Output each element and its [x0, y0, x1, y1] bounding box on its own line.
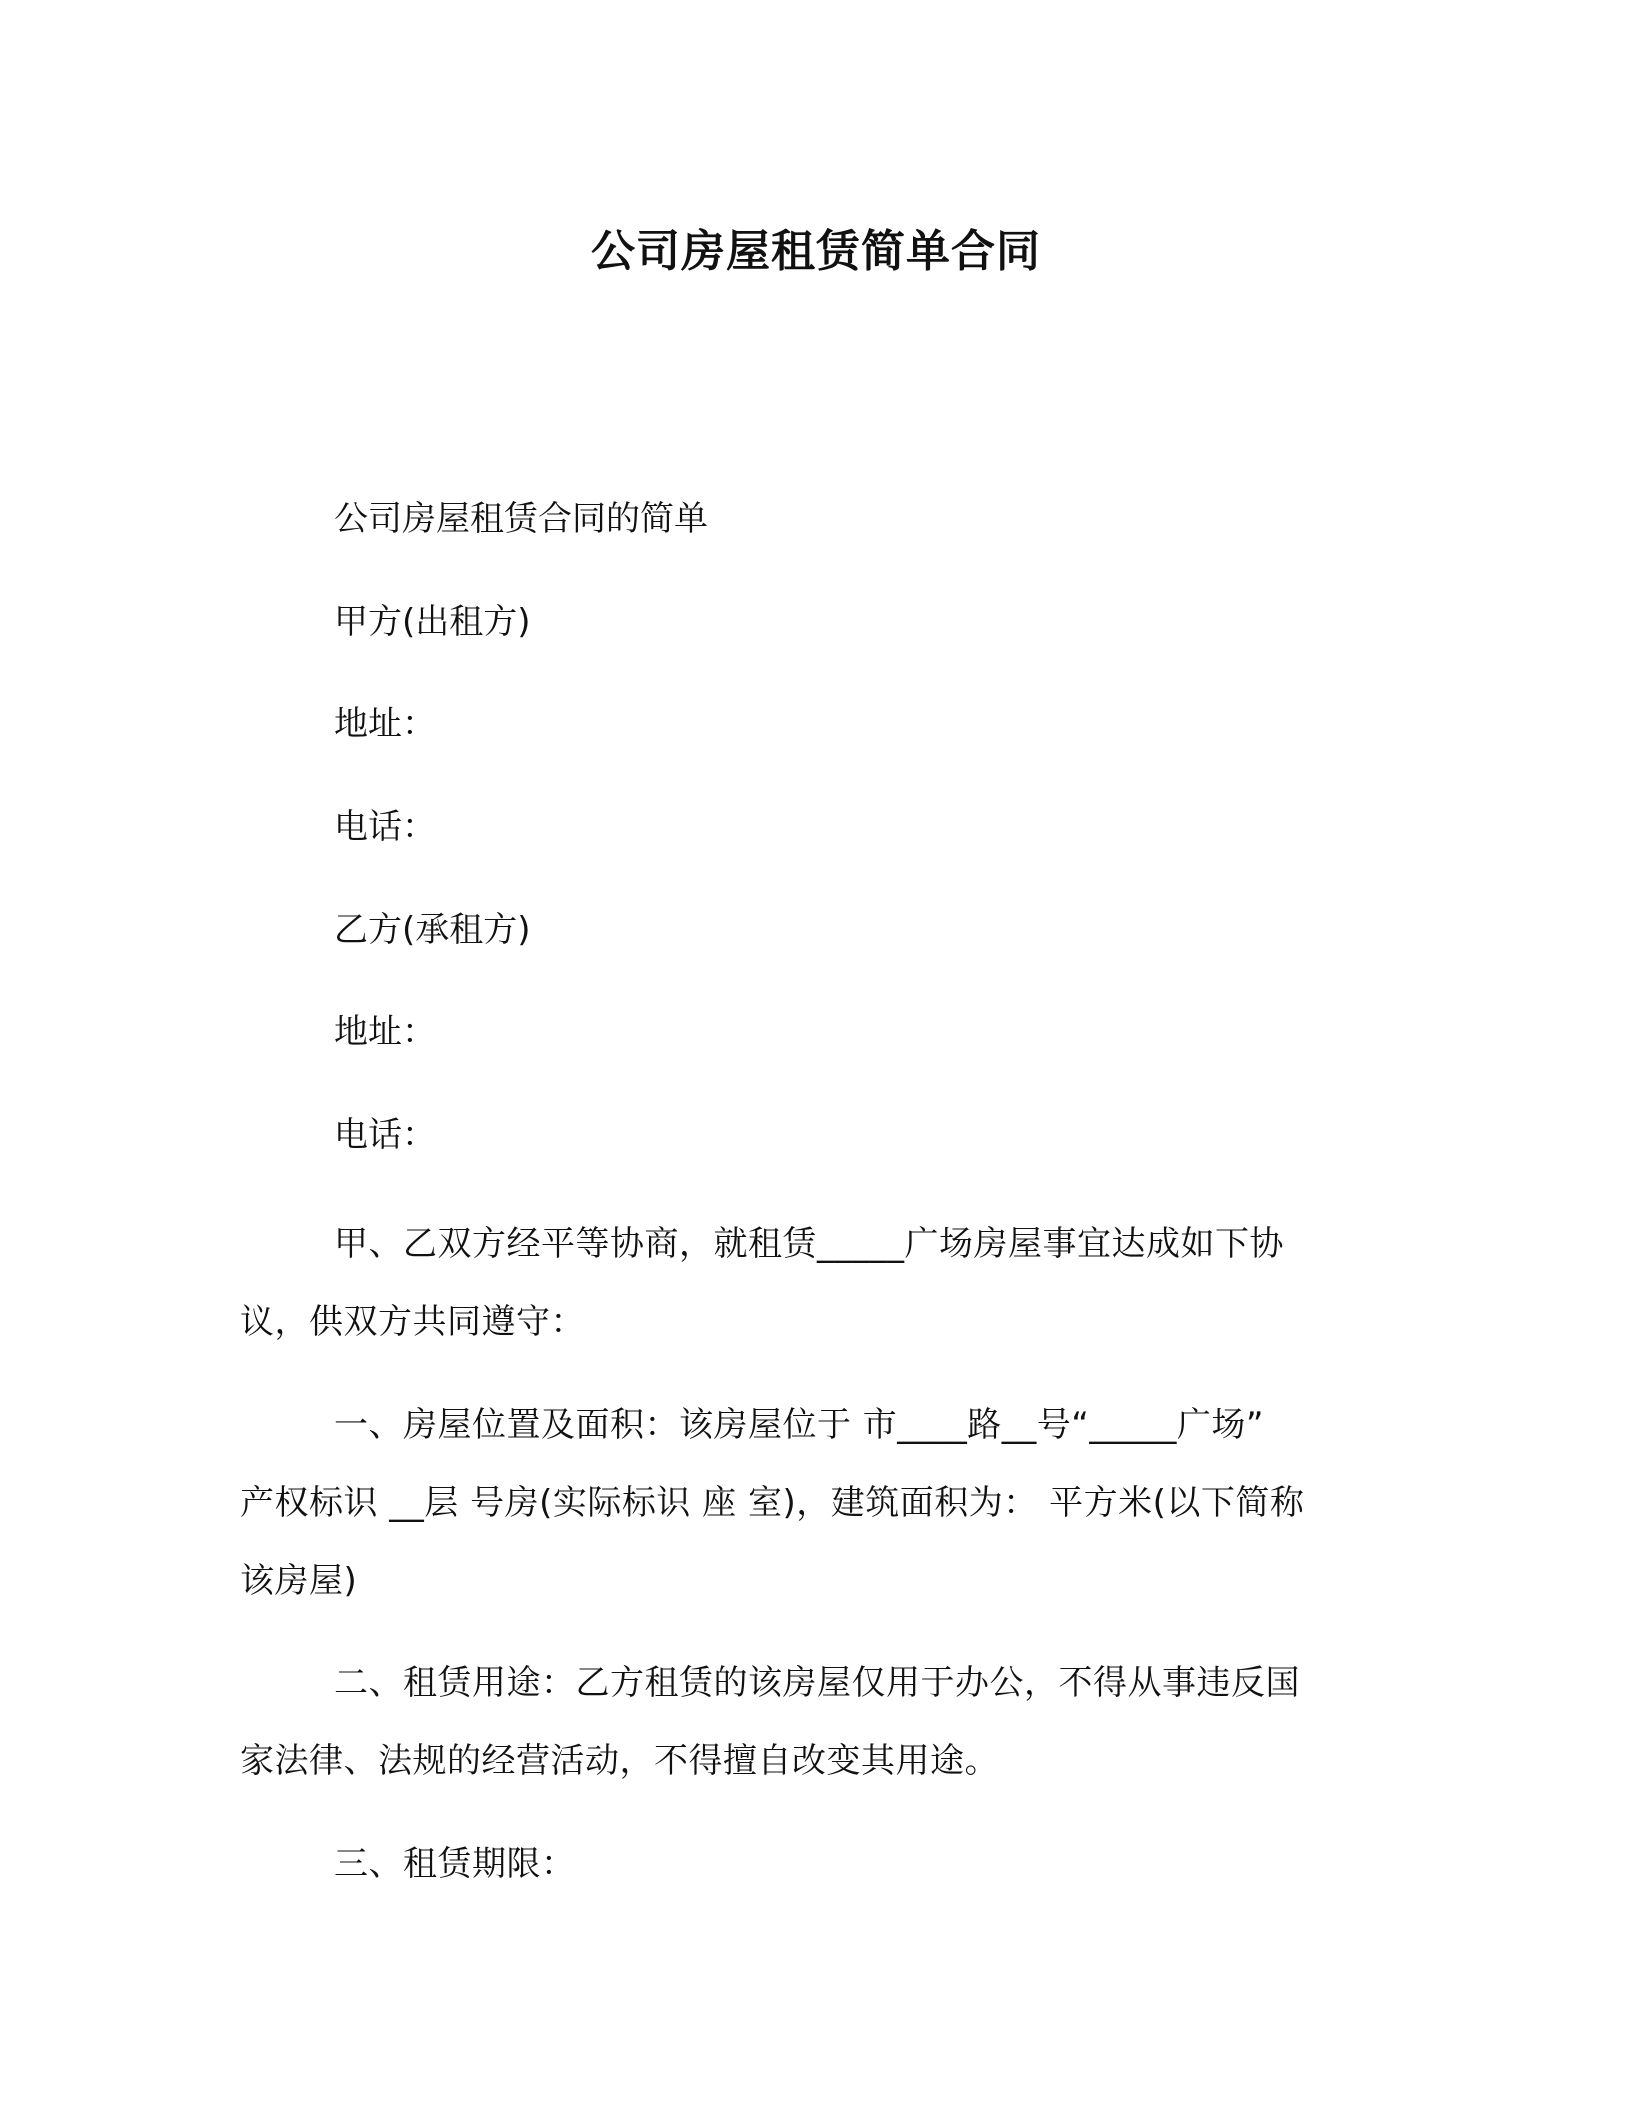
- clause-1-line: 该房屋): [240, 1561, 358, 1601]
- intro-paragraph: [240, 1205, 1390, 1361]
- party-b-address: 地址：: [334, 1012, 436, 1052]
- clause-1-line: 产权标识 __层 号房(实际标识 座 室)，建筑面积为： 平方米(以下简称: [240, 1483, 1305, 1523]
- intro-line: 甲、乙双方经平等协商，就租赁_____广场房屋事宜达成如下协: [334, 1224, 1284, 1264]
- clause-2-paragraph: [240, 1644, 1390, 1800]
- party-b-phone: 电话：: [334, 1115, 436, 1155]
- party-b-label: 乙方(承租方): [334, 910, 531, 950]
- party-a-address: 地址：: [334, 704, 436, 744]
- document-subtitle: 公司房屋租赁合同的简单: [334, 499, 708, 539]
- clause-3-line: 三、租赁期限：: [334, 1844, 576, 1884]
- clause-1-line: 一、房屋位置及面积：该房屋位于 市____路__号“_____广场”: [334, 1405, 1265, 1445]
- clause-2-line: 二、租赁用途：乙方租赁的该房屋仅用于办公，不得从事违反国: [334, 1663, 1300, 1703]
- party-a-phone: 电话：: [334, 807, 436, 847]
- intro-line: 议，供双方共同遵守：: [240, 1302, 585, 1342]
- party-a-label: 甲方(出租方): [334, 602, 531, 642]
- clause-1-paragraph: [240, 1386, 1390, 1620]
- clause-2-line: 家法律、法规的经营活动，不得擅自改变其用途。: [240, 1741, 999, 1781]
- document-title: 公司房屋租赁简单合同: [591, 226, 1041, 277]
- clause-3-paragraph: [240, 1825, 1390, 1903]
